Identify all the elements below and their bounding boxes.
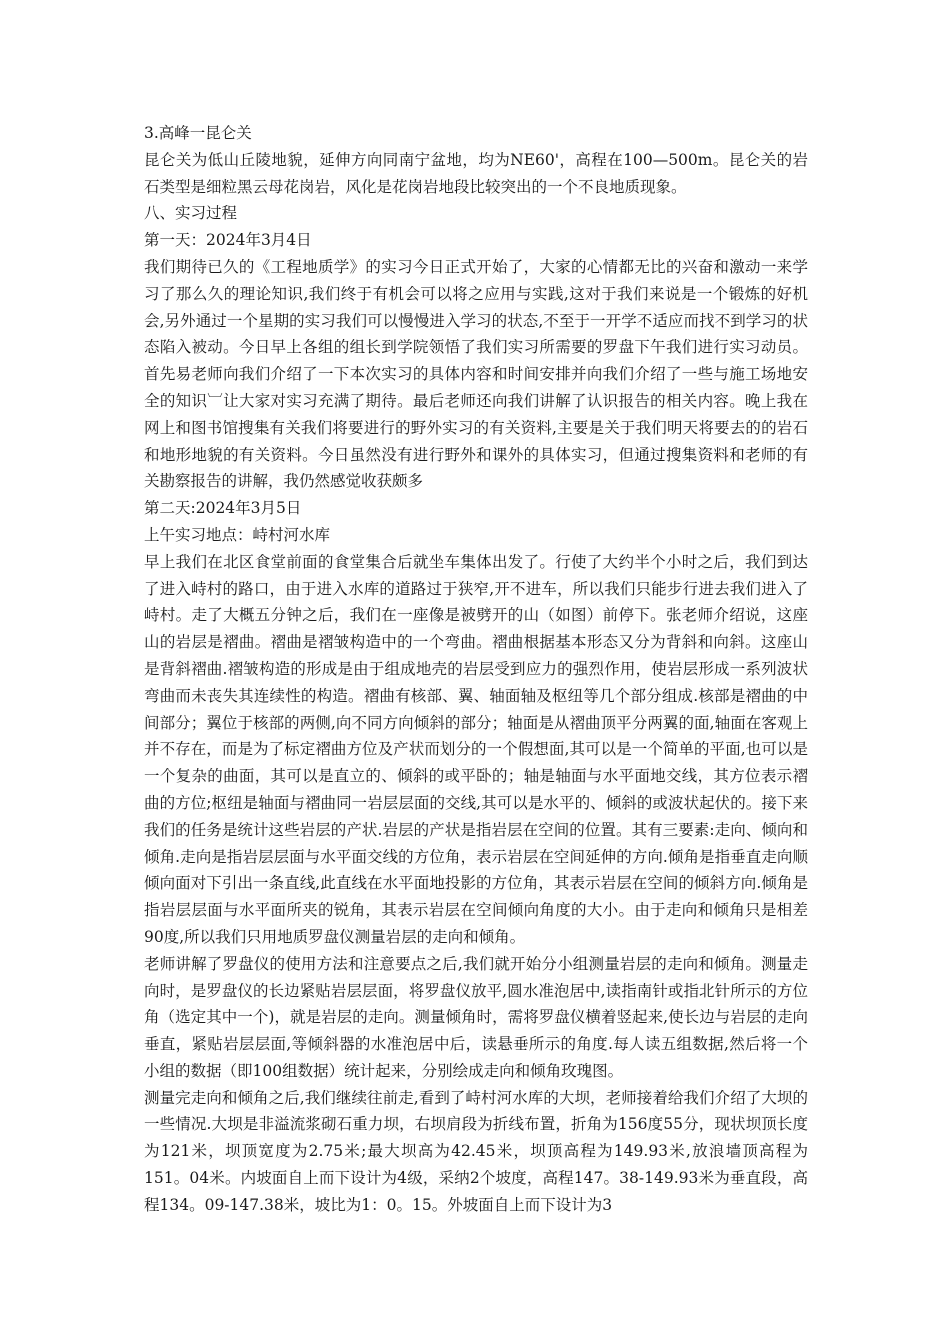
day2-paragraph-2: 老师讲解了罗盘仪的使用方法和注意要点之后,我们就开始分小组测量岩层的走向和倾角。测量走向时，是罗盘仪的长边紧贴岩层层面，将罗盘仪放平,圆水准泡居中,读指南针或指北针所示的方位角（选定其中一个)，就是岩层的走向。测量倾角时，需将罗盘仪横着竖起来,使长边与岩层的走向垂直，紧贴岩层层面,等倾斜器的水准泡居中后，读悬垂所示的角度.每人读五组数据,然后将一个小组的数据（即100组数据）统计起来，分别绘成走向和倾角玫瑰图。: [144, 954, 808, 1080]
section-3-heading: 3.高峰一昆仑关: [144, 124, 252, 142]
day2-paragraph-1: 早上我们在北区食堂前面的食堂集合后就坐车集体出发了。行使了大约半个小时之后，我们到达了进入峙村的路口，由于进入水库的道路过于狭窄,开不进车，所以我们只能步行进去我们进入了峙村。走了大概五分钟之后，我们在一座像是被劈开的山（如图）前停下。张老师介绍说，这座山的岩层是褶曲。褶曲是褶皱构造中的一个弯曲。褶曲根据基本形态又分为背斜和向斜。这座山是背斜褶曲.褶皱构造的形成是由于组成地壳的岩层受到应力的强烈作用，使岩层形成一系列波状弯曲而未丧失其连续性的构造。褶曲有核部、翼、轴面轴及枢纽等几个部分组成.核部是褶曲的中间部分；翼位于核部的两侧,向不同方向倾斜的部分；轴面是从褶曲顶平分两翼的面,轴面在客观上并不存在，而是为了标定褶曲方位及产状而划分的一个假想面,其可以是一个简单的平面,也可以是一个复杂的曲面，其可以是直立的、倾斜的或平卧的；轴是轴面与水平面地交线，其方位表示褶曲的方位;枢纽是轴面与褶曲同一岩层层面的交线,其可以是水平的、倾斜的或波状起伏的。接下来我们的任务是统计这些岩层的产状.岩层的产状是指岩层在空间的位置。其有三要素:走向、倾向和倾角.走向是指岩层层面与水平面交线的方位角，表示岩层在空间延伸的方向.倾角是指垂直走向顺倾向面对下引出一条直线,此直线在水平面地投影的方位角，其表示岩层在空间的倾斜方向.倾角是指岩层层面与水平面所夹的锐角，其表示岩层在空间倾向角度的大小。由于走向和倾角只是相差90度,所以我们只用地质罗盘仪测量岩层的走向和倾角。: [144, 552, 808, 946]
day2-paragraph-3: 测量完走向和倾角之后,我们继续往前走,看到了峙村河水库的大坝，老师接着给我们介绍了大坝的一些情况.大坝是非溢流浆砌石重力坝，右坝肩段为折线布置，折角为156度55分，现状坝顶长度为121米，坝顶宽度为2.75米;最大坝高为42.45米，坝顶高程为149.93米,放浪墙顶高程为151。04米。内坡面自上而下设计为4级，采纳2个坡度，高程147。38-149.93米为垂直段，高程134。09-147.38米，坡比为1：0。15。外坡面自上而下设计为3: [144, 1088, 808, 1214]
section-3-body: 昆仑关为低山丘陵地貌，延伸方向同南宁盆地，均为NE60'，高程在100—500m。昆仑关的岩石类型是细粒黑云母花岗岩，风化是花岗岩地段比较突出的一个不良地质现象。: [144, 150, 808, 196]
day2-location: 上午实习地点：峙村河水库: [144, 525, 331, 544]
document-page: [144, 120, 808, 1219]
day1-body: 我们期待已久的《工程地质学》的实习今日正式开始了，大家的心情都无比的兴奋和激动一来学习了那么久的理论知识,我们终于有机会可以将之应用与实践,这对于我们来说是一个锻炼的好机会,另外通过一个星期的实习我们可以慢慢进入学习的状态,不至于一开学不适应而找不到学习的状态陷入被动。今日早上各组的组长到学院领悟了我们实习所需要的罗盘下午我们进行实习动员。首先易老师向我们介绍了一下本次实习的具体内容和时间安排并向我们介绍了一些与施工场地安全的知识︺让大家对实习充满了期待。最后老师还向我们讲解了认识报告的相关内容。晚上我在网上和图书馆搜集有关我们将要进行的野外实习的有关资料,主要是关于我们明天将要去的的岩石和地形地貌的有关资料。今日虽然没有进行野外和课外的具体实习，但通过搜集资料和老师的有关勘察报告的讲解，我仍然感觉收获颇多: [144, 257, 808, 491]
day1-heading: 第一天：2024年3月4日: [144, 231, 312, 250]
day2-heading: 第二天:2024年3月5日: [144, 499, 302, 518]
section-8-heading: 八、实习过程: [144, 204, 238, 223]
